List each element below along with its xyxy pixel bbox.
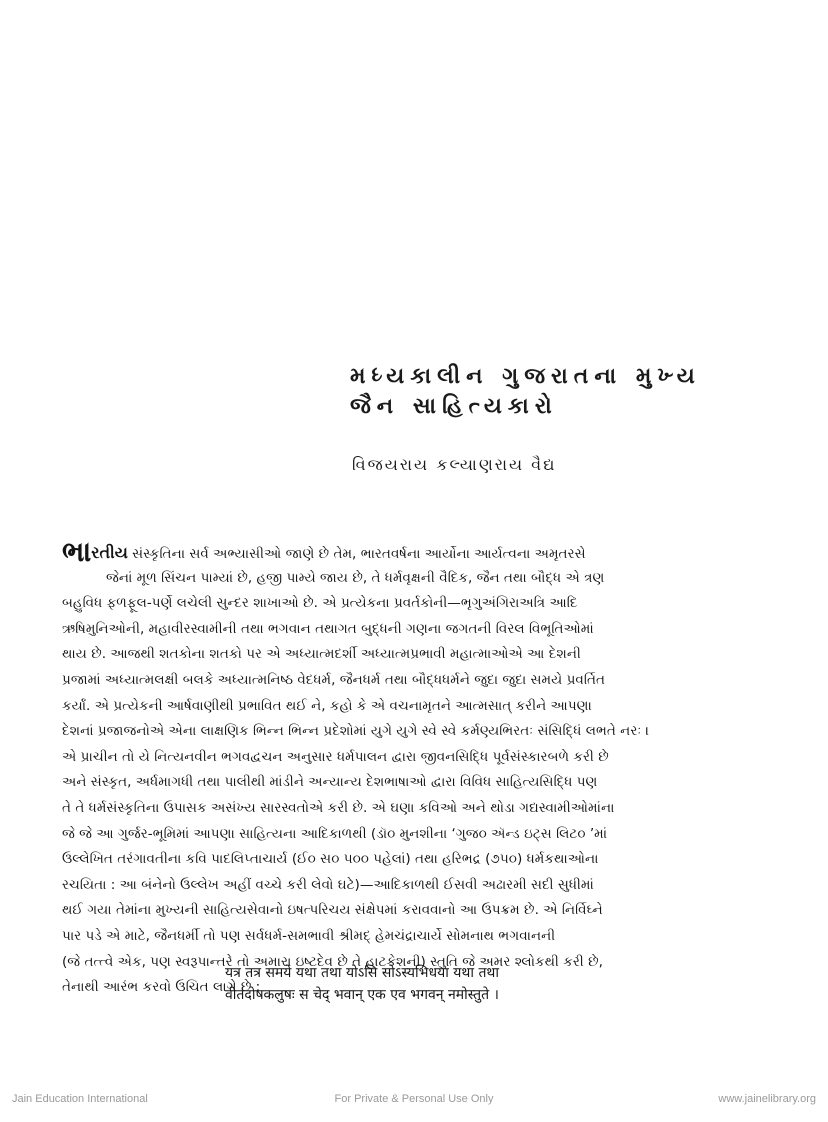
article-title (350, 362, 701, 422)
paragraph-line: રચયિતા : આ બંનેનો ઉલ્લેખ અહીં વચ્ચે કરી લેવો ઘટે)—આદિકાળથી ઈસવી અઢારમી સદી સુધીમાં (62, 876, 594, 893)
paragraph-line: પ્રજામાં અધ્યાત્મલક્ષી બલકે અધ્યાત્મનિષ્ઠ વેદધર્મ, જૈનધર્મ તથા બૌદ્ધધર્મને જુદા જુદા સમયે પ્રવર્તિત (62, 671, 605, 688)
article-body (62, 540, 778, 1001)
paragraph-line: કર્યાં. એ પ્રત્યેકની આર્ષવાણીથી પ્રભાવિત થઈ ને, કહો કે એ વચનામૃતને આત્મસાત્ કરીને આપણા (62, 697, 592, 714)
paragraph-line: ઋષિમુનિઓની, મહાવીરસ્વામીની તથા ભગવાન તથાગત બુદ્ધની ગણના જગતની વિરલ વિભૂતિઓમાં (62, 620, 594, 637)
author-name: વિજયરાય કલ્યાણરાય વૈદ્ય (352, 455, 557, 474)
paragraph-line: તેનાથી આરંભ કરવો ઉચિત લાગે છે : (62, 979, 261, 996)
verse-line-1: यत्र तत्र समये यथा तथा योऽसि सोऽस्यभिधया यथा तथा (225, 965, 499, 981)
sanskrit-verse (225, 962, 499, 1006)
paragraph-line: થઈ ગયા તેમાંના મુખ્યની સાહિત્યસેવાનો ઇષત્પરિચય સંક્ષેપમાં કરાવવાનો આ ઉપક્રમ છે. એ નિર્વિઘ્ને (62, 902, 603, 919)
paragraph-line: થાય છે. આજથી શતકોના શતકો પર એ અધ્યાત્મદર્શી અધ્યાત્મપ્રભાવી મહાત્માઓએ આ દેશની (62, 646, 581, 663)
paragraph-line: જે જે આ ગુર્જર-ભૂમિમાં આપણા સાહિત્યના આદિકાળથી (ડૉ૦ મુનશીના ‘ગુજ૦ ઍન્ડ ઇટ્સ લિટ૦ ’માં (62, 825, 608, 842)
paragraph-line: ઉલ્લેખિત તરંગાવતીના કવિ પાદલિપ્તાચાર્ય (ઈ૦ સ૦ ૫૦૦ પહેલાં) તથા હરિભદ્ર (૭૫૦) ધર્મકથાઓના (62, 851, 599, 868)
footer-usage-note: For Private & Personal Use Only (334, 1093, 494, 1105)
page-footer (0, 1093, 828, 1113)
line-text: સંસ્કૃતિના સર્વ અભ્યાસીઓ જાણે છે તેમ, ભારતવર્ષના આર્યોના આર્યત્વના અમૃતરસે (127, 546, 586, 562)
paragraph-line: જેનાં મૂળ સિંચન પામ્યાં છે, હજી પામ્યે જાય છે, તે ધર્મવૃક્ષની વૈદિક, જૈન તથા બૌદ્ધ એ ત્રણ (106, 569, 605, 586)
footer-website-link[interactable]: www.jainelibrary.org (718, 1093, 816, 1105)
paragraph-line: એ પ્રાચીન તો યે નિત્યનવીન ભગવદ્વચન અનુસાર ધર્મપાલન દ્વારા જીવનસિદ્ધિ પૂર્વસંસ્કારબળે કરી છે (62, 748, 609, 765)
footer-publisher: Jain Education International (12, 1093, 148, 1105)
first-word-rest: રતીય (91, 543, 128, 562)
paragraph-line: પાર પડે એ માટે, જૈનધર્મી તો પણ સર્વધર્મ-સમભાવી શ્રીમદ્ હેમચંદ્રાચાર્યે સોમનાથ ભગવાનની (62, 927, 556, 944)
drop-cap: ભા (62, 540, 92, 566)
paragraph-line (62, 540, 778, 566)
paragraph-line: તે તે ધર્મસંસ્કૃતિના ઉપાસક અસંખ્ય સારસ્વતોએ કરી છે. એ ઘણા કવિઓ અને થોડા ગદ્યસ્વામીઓમાંના (62, 799, 615, 816)
paragraph-line: અને સંસ્કૃત, અર્ધમાગધી તથા પાલીથી માંડીને અન્યાન્ય દેશભાષાઓ દ્વારા વિવિધ સાહિત્યસિદ્ધિ પણ (62, 774, 598, 791)
title-line-2: જૈન સાહિત્યકારો (350, 394, 558, 419)
paragraph-line: દેશનાં પ્રજાજનોએ એના લાક્ષણિક ભિન્ન ભિન્ન પ્રદેશોમાં યુગે યુગે સ્વે સ્વે કર્મણ્યભિરતઃ સંસિદ્ધિં લભતે નરઃ । (62, 723, 650, 740)
title-line-1: મધ્યકાલીન ગુજરાતના મુખ્ય (350, 364, 701, 389)
paragraph-line: બહુવિધ ફળફૂલ-પર્ણે લચેલી સુન્દર શાખાઓ છે. એ પ્રત્યેકના પ્રવર્તકોની—ભૃગુઅંગિરાઅત્રિ આદિ (62, 595, 578, 612)
verse-line-2: वीतदोषकलुषः स चेद् भवान् एक एव भगवन् नमोस्तुते । (225, 987, 499, 1003)
paragraph-line: (જે તત્ત્વે એક, પણ સ્વરૂપાન્તરે તો અમારા ઇષ્ટદેવ છે તે હાટકેશની) સ્તુતિ જે અમર શ્લોકથી કરી છે, (62, 953, 603, 970)
